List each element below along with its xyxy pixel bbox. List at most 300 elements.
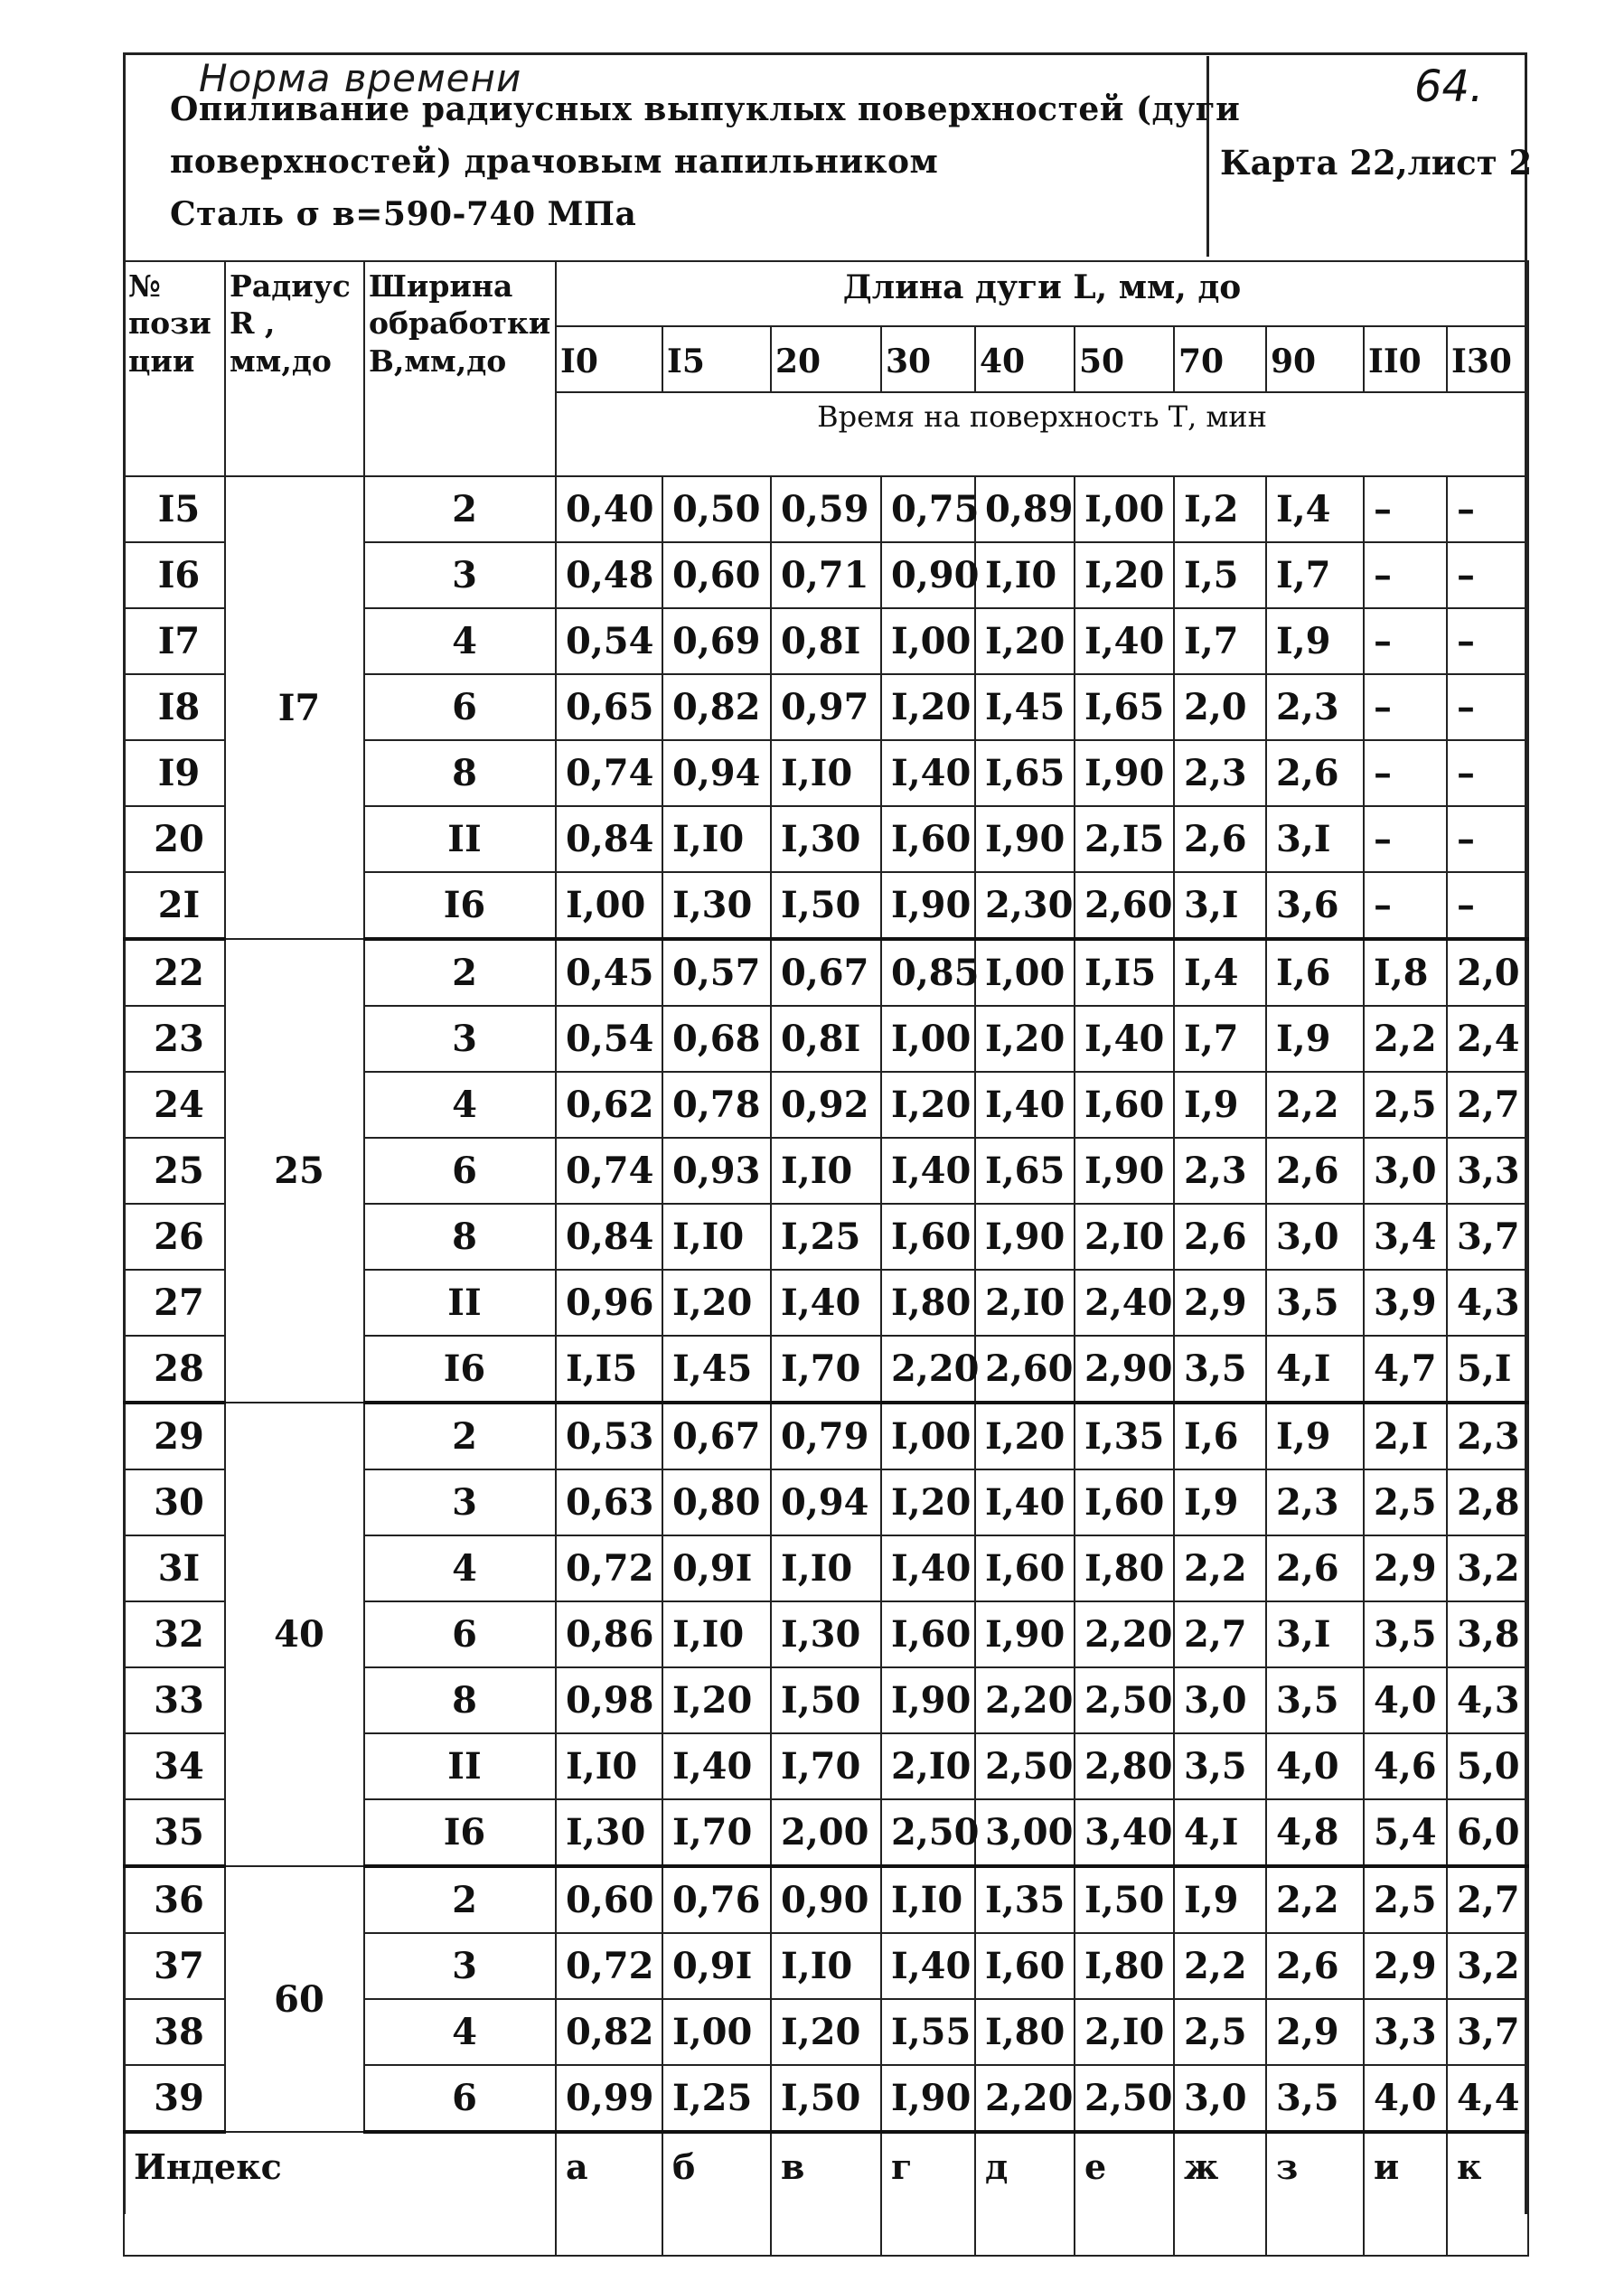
col-header-radius: Радиус R , мм,до xyxy=(225,261,364,476)
position-cell: I7 xyxy=(124,608,225,674)
time-cell: I,50 xyxy=(771,1667,881,1733)
time-cell: I,I0 xyxy=(771,1933,881,1999)
time-cell: 0,72 xyxy=(556,1933,662,1999)
table-row xyxy=(124,476,1528,542)
time-cell: 4,I xyxy=(1266,1336,1364,1403)
time-cell: I,I0 xyxy=(662,1601,771,1667)
width-cell: 6 xyxy=(364,2065,556,2132)
time-cell: 2,2 xyxy=(1174,1933,1266,1999)
table-row xyxy=(124,939,1528,1006)
time-cell: 3,40 xyxy=(1075,1799,1174,1866)
radius-cell: 40 xyxy=(225,1403,364,1866)
position-cell: 30 xyxy=(124,1469,225,1535)
width-cell: 4 xyxy=(364,1999,556,2065)
time-cell: 3,I xyxy=(1266,1601,1364,1667)
width-cell: 2 xyxy=(364,939,556,1006)
time-cell: 0,85 xyxy=(881,939,975,1006)
time-cell: 2,6 xyxy=(1174,806,1266,872)
time-cell: 2,80 xyxy=(1075,1733,1174,1799)
time-cell: I,60 xyxy=(975,1535,1075,1601)
time-cell: I,50 xyxy=(1075,1866,1174,1933)
time-cell: I,90 xyxy=(881,1667,975,1733)
time-cell: I,45 xyxy=(975,674,1075,740)
time-cell: I,35 xyxy=(975,1866,1075,1933)
time-cell: I,60 xyxy=(881,806,975,872)
time-cell: 2,6 xyxy=(1266,1535,1364,1601)
time-cell: I,9 xyxy=(1266,1006,1364,1072)
time-cell: 3,2 xyxy=(1447,1933,1528,1999)
title-line-3: Сталь σ в=590-740 МПа xyxy=(170,195,637,233)
length-col-9: I30 xyxy=(1447,326,1528,391)
table-row xyxy=(124,1866,1528,1933)
time-cell: I,80 xyxy=(975,1999,1075,2065)
time-cell: 0,67 xyxy=(662,1403,771,1469)
time-cell: 0,84 xyxy=(556,1204,662,1270)
time-cell: 2,5 xyxy=(1174,1999,1266,2065)
width-cell: II xyxy=(364,1270,556,1336)
index-cell: д xyxy=(975,2132,1075,2256)
time-cell: 2,20 xyxy=(975,1667,1075,1733)
position-cell: 20 xyxy=(124,806,225,872)
time-cell: 2,3 xyxy=(1174,740,1266,806)
time-cell: I,9 xyxy=(1174,1072,1266,1138)
time-cell: – xyxy=(1364,674,1447,740)
time-cell: 3,0 xyxy=(1174,1667,1266,1733)
time-cell: 0,90 xyxy=(771,1866,881,1933)
position-cell: 36 xyxy=(124,1866,225,1933)
time-cell: I,00 xyxy=(1075,476,1174,542)
time-cell: I,9 xyxy=(1266,608,1364,674)
time-cell: 0,65 xyxy=(556,674,662,740)
time-cell: I,4 xyxy=(1174,939,1266,1006)
time-cell: 2,90 xyxy=(1075,1336,1174,1403)
length-col-1: I5 xyxy=(662,326,771,391)
time-cell: – xyxy=(1447,806,1528,872)
time-cell: I,65 xyxy=(1075,674,1174,740)
time-cell: – xyxy=(1447,740,1528,806)
time-cell: I,70 xyxy=(771,1733,881,1799)
width-cell: 6 xyxy=(364,1138,556,1204)
position-cell: 34 xyxy=(124,1733,225,1799)
length-col-7: 90 xyxy=(1266,326,1364,391)
time-cell: I,I5 xyxy=(1075,939,1174,1006)
position-cell: 26 xyxy=(124,1204,225,1270)
width-cell: 3 xyxy=(364,1469,556,1535)
time-cell: – xyxy=(1447,872,1528,939)
time-cell: 2,2 xyxy=(1266,1072,1364,1138)
time-cell: 2,7 xyxy=(1447,1866,1528,1933)
time-cell: 2,I xyxy=(1364,1403,1447,1469)
time-cell: 4,6 xyxy=(1364,1733,1447,1799)
length-col-6: 70 xyxy=(1174,326,1266,391)
radius-cell: 25 xyxy=(225,939,364,1403)
position-cell: 37 xyxy=(124,1933,225,1999)
time-cell: – xyxy=(1364,608,1447,674)
time-cell: I,20 xyxy=(975,1403,1075,1469)
time-cell: 2,5 xyxy=(1364,1866,1447,1933)
time-cell: 0,8I xyxy=(771,608,881,674)
time-cell: 0,82 xyxy=(662,674,771,740)
position-cell: 29 xyxy=(124,1403,225,1469)
time-cell: 3,5 xyxy=(1266,1667,1364,1733)
time-cell: 3,0 xyxy=(1266,1204,1364,1270)
width-cell: 6 xyxy=(364,1601,556,1667)
time-cell: 4,8 xyxy=(1266,1799,1364,1866)
time-cell: I,00 xyxy=(881,1403,975,1469)
header-divider xyxy=(1206,56,1209,257)
time-cell: 3,5 xyxy=(1266,2065,1364,2132)
length-col-2: 20 xyxy=(771,326,881,391)
time-cell: 0,90 xyxy=(881,542,975,608)
index-cell: б xyxy=(662,2132,771,2256)
time-cell: I,7 xyxy=(1174,608,1266,674)
time-cell: 0,74 xyxy=(556,740,662,806)
time-cell: I,55 xyxy=(881,1999,975,2065)
time-cell: I,20 xyxy=(975,1006,1075,1072)
time-cell: 2,6 xyxy=(1266,1138,1364,1204)
time-cell: 5,I xyxy=(1447,1336,1528,1403)
position-cell: 28 xyxy=(124,1336,225,1403)
width-cell: 8 xyxy=(364,1667,556,1733)
position-cell: 38 xyxy=(124,1999,225,2065)
time-cell: 0,60 xyxy=(556,1866,662,1933)
time-cell: 2,2 xyxy=(1266,1866,1364,1933)
time-cell: I,30 xyxy=(662,872,771,939)
time-cell: I,50 xyxy=(771,872,881,939)
time-cell: 0,45 xyxy=(556,939,662,1006)
width-cell: 3 xyxy=(364,1006,556,1072)
radius-cell: I7 xyxy=(225,476,364,939)
position-cell: 35 xyxy=(124,1799,225,1866)
time-cell: I,9 xyxy=(1174,1866,1266,1933)
time-cell: 4,3 xyxy=(1447,1270,1528,1336)
time-cell: 2,50 xyxy=(1075,2065,1174,2132)
time-cell: I,40 xyxy=(1075,608,1174,674)
position-cell: I8 xyxy=(124,674,225,740)
time-cell: 2,50 xyxy=(881,1799,975,1866)
time-cell: I,80 xyxy=(1075,1535,1174,1601)
time-cell: I,20 xyxy=(1075,542,1174,608)
time-cell: 3,4 xyxy=(1364,1204,1447,1270)
time-cell: 0,67 xyxy=(771,939,881,1006)
time-cell: – xyxy=(1364,872,1447,939)
time-cell: 2,9 xyxy=(1364,1535,1447,1601)
time-cell: 0,94 xyxy=(771,1469,881,1535)
time-cell: 2,7 xyxy=(1174,1601,1266,1667)
time-cell: 0,93 xyxy=(662,1138,771,1204)
position-cell: I5 xyxy=(124,476,225,542)
time-cell: I,35 xyxy=(1075,1403,1174,1469)
time-cell: 5,0 xyxy=(1447,1733,1528,1799)
position-cell: I6 xyxy=(124,542,225,608)
time-cell: 0,79 xyxy=(771,1403,881,1469)
time-cell: I,60 xyxy=(881,1601,975,1667)
time-cell: 4,0 xyxy=(1266,1733,1364,1799)
time-cell: I,7 xyxy=(1174,1006,1266,1072)
index-cell: ж xyxy=(1174,2132,1266,2256)
time-cell: I,20 xyxy=(662,1667,771,1733)
length-header: Длина дуги L, мм, до xyxy=(556,261,1528,326)
time-cell: 0,96 xyxy=(556,1270,662,1336)
position-cell: 3I xyxy=(124,1535,225,1601)
time-cell: 3,0 xyxy=(1174,2065,1266,2132)
time-cell: 2,00 xyxy=(771,1799,881,1866)
time-cell: I,8 xyxy=(1364,939,1447,1006)
time-cell: I,90 xyxy=(881,872,975,939)
time-cell: 4,3 xyxy=(1447,1667,1528,1733)
position-cell: 23 xyxy=(124,1006,225,1072)
time-cell: I,40 xyxy=(881,1535,975,1601)
time-cell: 0,50 xyxy=(662,476,771,542)
time-cell: 2,3 xyxy=(1266,1469,1364,1535)
time-cell: 2,3 xyxy=(1447,1403,1528,1469)
time-cell: I,90 xyxy=(975,806,1075,872)
time-cell: 0,54 xyxy=(556,608,662,674)
time-cell: I,6 xyxy=(1266,939,1364,1006)
width-cell: II xyxy=(364,1733,556,1799)
time-cell: – xyxy=(1364,476,1447,542)
time-cell: 3,3 xyxy=(1447,1138,1528,1204)
time-cell: 0,74 xyxy=(556,1138,662,1204)
time-cell: I,30 xyxy=(771,1601,881,1667)
time-cell: 0,97 xyxy=(771,674,881,740)
width-cell: 6 xyxy=(364,674,556,740)
width-cell: I6 xyxy=(364,1336,556,1403)
time-cell: 3,I xyxy=(1174,872,1266,939)
title-line-1: Опиливание радиусных выпуклых поверхностей (дуги xyxy=(170,90,1241,128)
time-cell: 4,7 xyxy=(1364,1336,1447,1403)
col-header-position: № пози ции xyxy=(124,261,225,476)
time-cell: I,4 xyxy=(1266,476,1364,542)
width-cell: 2 xyxy=(364,1403,556,1469)
time-cell: I,I5 xyxy=(556,1336,662,1403)
time-cell: I,90 xyxy=(881,2065,975,2132)
time-cell: I,50 xyxy=(771,2065,881,2132)
index-label: Индекс xyxy=(124,2132,556,2256)
time-cell: I,45 xyxy=(662,1336,771,1403)
time-cell: I,6 xyxy=(1174,1403,1266,1469)
time-cell: 2,I0 xyxy=(1075,1999,1174,2065)
time-cell: I,90 xyxy=(975,1204,1075,1270)
time-cell: 0,82 xyxy=(556,1999,662,2065)
length-col-4: 40 xyxy=(975,326,1075,391)
time-cell: I,30 xyxy=(556,1799,662,1866)
width-cell: 2 xyxy=(364,476,556,542)
width-cell: 8 xyxy=(364,740,556,806)
time-cell: 2,I0 xyxy=(881,1733,975,1799)
time-cell: 2,30 xyxy=(975,872,1075,939)
width-cell: 8 xyxy=(364,1204,556,1270)
width-cell: 3 xyxy=(364,542,556,608)
position-cell: I9 xyxy=(124,740,225,806)
time-cell: I,30 xyxy=(771,806,881,872)
time-cell: 3,7 xyxy=(1447,1999,1528,2065)
time-cell: I,90 xyxy=(975,1601,1075,1667)
position-cell: 27 xyxy=(124,1270,225,1336)
time-cell: 4,0 xyxy=(1364,1667,1447,1733)
index-cell: и xyxy=(1364,2132,1447,2256)
index-cell: к xyxy=(1447,2132,1528,2256)
time-cell: 0,63 xyxy=(556,1469,662,1535)
time-cell: 3,5 xyxy=(1174,1733,1266,1799)
time-cell: 4,I xyxy=(1174,1799,1266,1866)
time-cell: 0,94 xyxy=(662,740,771,806)
time-cell: 0,84 xyxy=(556,806,662,872)
width-cell: 3 xyxy=(364,1933,556,1999)
time-cell: I,20 xyxy=(881,1469,975,1535)
time-cell: 3,5 xyxy=(1174,1336,1266,1403)
time-cell: 2,6 xyxy=(1266,1933,1364,1999)
time-cell: 0,68 xyxy=(662,1006,771,1072)
width-cell: II xyxy=(364,806,556,872)
time-cell: I,40 xyxy=(1075,1006,1174,1072)
width-cell: I6 xyxy=(364,1799,556,1866)
time-cell: I,I0 xyxy=(881,1866,975,1933)
time-cell: I,65 xyxy=(975,740,1075,806)
time-cell: I,70 xyxy=(771,1336,881,1403)
time-cell: I,I0 xyxy=(975,542,1075,608)
time-cell: 0,71 xyxy=(771,542,881,608)
time-cell: – xyxy=(1364,806,1447,872)
time-cell: 3,9 xyxy=(1364,1270,1447,1336)
time-cell: I,20 xyxy=(881,1072,975,1138)
time-cell: 2,5 xyxy=(1364,1072,1447,1138)
time-cell: I,25 xyxy=(771,1204,881,1270)
time-cell: 0,69 xyxy=(662,608,771,674)
time-cell: – xyxy=(1447,542,1528,608)
position-cell: 22 xyxy=(124,939,225,1006)
time-cell: I,00 xyxy=(881,1006,975,1072)
time-cell: I,60 xyxy=(1075,1072,1174,1138)
time-cell: I,40 xyxy=(975,1072,1075,1138)
time-cell: 3,5 xyxy=(1364,1601,1447,1667)
time-cell: 2,3 xyxy=(1174,1138,1266,1204)
time-cell: 5,4 xyxy=(1364,1799,1447,1866)
time-cell: 0,59 xyxy=(771,476,881,542)
time-cell: – xyxy=(1447,476,1528,542)
time-cell: I,20 xyxy=(771,1999,881,2065)
time-cell: 3,3 xyxy=(1364,1999,1447,2065)
time-cell: 2,0 xyxy=(1447,939,1528,1006)
time-cell: 0,54 xyxy=(556,1006,662,1072)
time-cell: I,40 xyxy=(975,1469,1075,1535)
time-cell: I,I0 xyxy=(771,1138,881,1204)
time-cell: 2,6 xyxy=(1266,740,1364,806)
time-cell: I,65 xyxy=(975,1138,1075,1204)
time-cell: 3,00 xyxy=(975,1799,1075,1866)
time-cell: 0,62 xyxy=(556,1072,662,1138)
time-cell: 2,9 xyxy=(1364,1933,1447,1999)
index-cell: а xyxy=(556,2132,662,2256)
time-cell: 2,50 xyxy=(975,1733,1075,1799)
time-cell: I,40 xyxy=(881,1138,975,1204)
time-cell: 0,40 xyxy=(556,476,662,542)
index-cell: е xyxy=(1075,2132,1174,2256)
time-cell: I,I0 xyxy=(556,1733,662,1799)
time-cell: 2,0 xyxy=(1174,674,1266,740)
time-cell: 0,48 xyxy=(556,542,662,608)
time-cell: 0,92 xyxy=(771,1072,881,1138)
index-cell: з xyxy=(1266,2132,1364,2256)
time-cell: I,40 xyxy=(662,1733,771,1799)
time-cell: I,00 xyxy=(881,608,975,674)
time-cell: I,70 xyxy=(662,1799,771,1866)
position-cell: 39 xyxy=(124,2065,225,2132)
time-cell: – xyxy=(1364,740,1447,806)
index-cell: в xyxy=(771,2132,881,2256)
time-cell: 0,60 xyxy=(662,542,771,608)
time-cell: I,20 xyxy=(975,608,1075,674)
index-row xyxy=(124,2132,1528,2256)
time-cell: I,I0 xyxy=(662,806,771,872)
time-cell: 4,4 xyxy=(1447,2065,1528,2132)
time-cell: 0,75 xyxy=(881,476,975,542)
radius-cell: 60 xyxy=(225,1866,364,2132)
width-cell: 4 xyxy=(364,608,556,674)
time-cell: I,7 xyxy=(1266,542,1364,608)
time-cell: 0,8I xyxy=(771,1006,881,1072)
time-cell: I,60 xyxy=(975,1933,1075,1999)
time-cell: 2,I0 xyxy=(1075,1204,1174,1270)
time-cell: 0,72 xyxy=(556,1535,662,1601)
time-cell: 3,7 xyxy=(1447,1204,1528,1270)
time-cell: 0,99 xyxy=(556,2065,662,2132)
time-cell: I,60 xyxy=(1075,1469,1174,1535)
time-cell: 2,20 xyxy=(1075,1601,1174,1667)
time-cell: I,90 xyxy=(1075,1138,1174,1204)
time-cell: 4,0 xyxy=(1364,2065,1447,2132)
time-cell: 2,6 xyxy=(1174,1204,1266,1270)
time-cell: 0,89 xyxy=(975,476,1075,542)
time-cell: 0,9I xyxy=(662,1933,771,1999)
card-reference: Карта 22,лист 2 xyxy=(1220,143,1533,183)
time-cell: I,9 xyxy=(1266,1403,1364,1469)
time-cell: 3,2 xyxy=(1447,1535,1528,1601)
time-cell: 2,7 xyxy=(1447,1072,1528,1138)
length-col-8: II0 xyxy=(1364,326,1447,391)
time-cell: 6,0 xyxy=(1447,1799,1528,1866)
time-cell: I,40 xyxy=(881,740,975,806)
page-number: 64. xyxy=(1414,61,1484,112)
time-cell: 2,40 xyxy=(1075,1270,1174,1336)
time-cell: I,00 xyxy=(662,1999,771,2065)
time-cell: 2,2 xyxy=(1174,1535,1266,1601)
time-cell: 3,8 xyxy=(1447,1601,1528,1667)
time-cell: 2,3 xyxy=(1266,674,1364,740)
length-col-3: 30 xyxy=(881,326,975,391)
time-cell: 0,53 xyxy=(556,1403,662,1469)
handwritten-title: Норма времени xyxy=(199,56,522,100)
position-cell: 2I xyxy=(124,872,225,939)
time-cell: 2,60 xyxy=(975,1336,1075,1403)
time-cell: – xyxy=(1447,608,1528,674)
time-cell: I,25 xyxy=(662,2065,771,2132)
time-cell: I,80 xyxy=(1075,1933,1174,1999)
time-cell: 2,20 xyxy=(881,1336,975,1403)
time-cell: 0,86 xyxy=(556,1601,662,1667)
width-cell: 4 xyxy=(364,1072,556,1138)
time-cell: 3,5 xyxy=(1266,1270,1364,1336)
time-cell: I,I0 xyxy=(771,1535,881,1601)
time-cell: 2,60 xyxy=(1075,872,1174,939)
time-cell: I,90 xyxy=(1075,740,1174,806)
position-cell: 24 xyxy=(124,1072,225,1138)
time-cell: 3,I xyxy=(1266,806,1364,872)
time-cell: 0,9I xyxy=(662,1535,771,1601)
time-cell: I,00 xyxy=(556,872,662,939)
position-cell: 32 xyxy=(124,1601,225,1667)
time-cell: I,I0 xyxy=(771,740,881,806)
